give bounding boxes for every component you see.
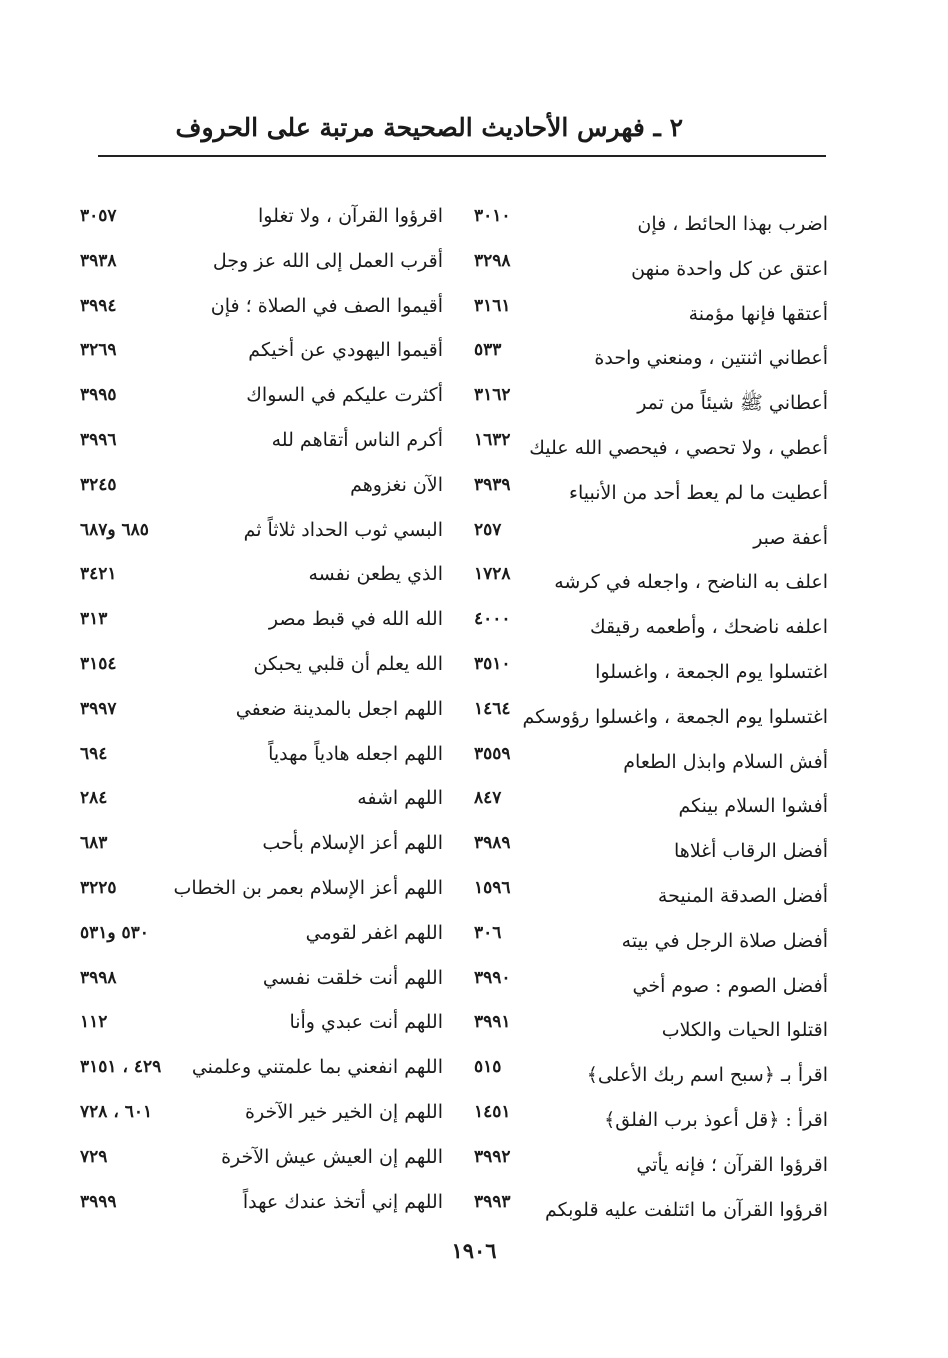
hadith-number-left: ٣٩٣٨ (80, 250, 117, 271)
hadith-number-right: ٣٢٩٨ (474, 250, 511, 271)
hadith-number-right: ١٤٥١ (474, 1102, 511, 1122)
hadith-text-left: اقرؤوا القرآن ، ولا تغلوا (257, 205, 443, 227)
hadith-number-left: ٧٢٩ (80, 1146, 108, 1167)
hadith-number-left: ٣٩٩٤ (80, 295, 117, 316)
hadith-text-left: الآن نغزوهم (350, 473, 443, 496)
index-row (0, 472, 948, 516)
hadith-number-left: ٦٨٥ و٦٨٧ (80, 519, 149, 540)
hadith-number-left: ٣٢٦٩ (80, 340, 117, 361)
hadith-number-left: ٣٢٤٥ (80, 474, 117, 495)
hadith-text-left: اللهم إن الخير خير الآخرة (245, 1101, 443, 1123)
hadith-number-right: ٥٣٣ (474, 340, 502, 361)
hadith-text-right: اقرأ : ﴿قل أعوذ برب الفلق﴾ (604, 1109, 828, 1131)
hadith-text-left: اللهم اشفه (357, 787, 443, 810)
hadith-text-left: الذي يطعن نفسه (308, 563, 443, 586)
page-title: ٢ ـ فهرس الأحاديث الصحيحة مرتبة على الحروف (175, 113, 683, 142)
hadith-text-right: اقرأ بـ ﴿سبح اسم ربك الأعلى﴾ (586, 1064, 828, 1087)
hadith-text-left: أكرم الناس أتقاهم لله (271, 429, 443, 451)
hadith-text-right: اغتسلوا يوم الجمعة ، واغسلوا رؤوسكم (522, 705, 828, 728)
index-row (0, 606, 948, 650)
index-row (0, 830, 948, 874)
hadith-number-right: ٣٩٣٩ (474, 474, 511, 495)
index-row (0, 1009, 948, 1053)
index-row (0, 517, 948, 561)
hadith-text-left: أكثرت عليكم في السواك (246, 384, 443, 407)
hadith-number-right: ٤٠٠٠ (474, 609, 511, 630)
hadith-text-right: اضرب بهذا الحائط ، فإن (637, 213, 828, 235)
hadith-text-right: أفضل صلاة الرجل في بيته (621, 929, 828, 952)
hadith-text-right: أفضل الصوم : صوم أخي (632, 974, 828, 997)
hadith-text-left: اللهم أنت خلقت نفسي (262, 966, 443, 989)
hadith-number-right: ٣١٦١ (474, 295, 511, 316)
hadith-number-left: ٦٠١ ، ٧٢٨ (80, 1102, 153, 1122)
hadith-number-right: ٣٥٥٩ (474, 743, 511, 764)
hadith-number-left: ٣٩٩٧ (80, 698, 117, 719)
index-row (0, 1054, 948, 1098)
hadith-text-left: أقرب العمل إلى الله عز وجل (212, 249, 443, 272)
hadith-text-left: الله يعلم أن قلبي يحبكن (253, 653, 443, 675)
hadith-text-left: الله الله في قبط مصر (268, 608, 443, 631)
hadith-number-left: ٢٨٤ (80, 788, 108, 809)
hadith-number-right: ١٤٦٤ (474, 698, 511, 719)
hadith-number-left: ١١٢ (80, 1012, 108, 1033)
index-row (0, 785, 948, 829)
hadith-text-left: البسي ثوب الحداد ثلاثاً ثم (243, 518, 443, 541)
hadith-text-left: اللهم أنت عبدي وأنا (289, 1011, 443, 1034)
index-row (0, 741, 948, 785)
hadith-text-left: اللهم اجعله هادياً مهدياً (268, 742, 443, 765)
hadith-number-right: ٣١٦٢ (474, 385, 511, 406)
hadith-text-right: أعطاني اثنتين ، ومنعني واحدة (594, 347, 828, 370)
hadith-number-right: ٣٩٩٣ (474, 1191, 511, 1212)
hadith-text-right: اقتلوا الحيات والكلاب (661, 1019, 828, 1042)
index-row (0, 1144, 948, 1188)
hadith-text-right: أفضل الصدقة المنيحة (657, 885, 828, 907)
index-row (0, 293, 948, 337)
hadith-number-right: ١٥٩٦ (474, 878, 511, 898)
hadith-number-left: ٦٩٤ (80, 743, 108, 764)
hadith-number-right: ٣٠١٠ (474, 206, 511, 226)
hadith-number-left: ٣٠٥٧ (80, 206, 117, 226)
hadith-text-right: اعلف به الناضح ، واجعله في كرشه (554, 571, 828, 594)
index-row (0, 651, 948, 695)
hadith-text-right: اقرؤوا القرآن ما ائتلفت عليه قلوبكم (544, 1198, 828, 1221)
index-row (0, 382, 948, 426)
hadith-number-right: ١٧٢٨ (474, 564, 511, 585)
hadith-text-left: اللهم اجعل بالمدينة ضعفي (235, 697, 443, 720)
hadith-number-right: ٣٥١٠ (474, 654, 511, 674)
hadith-number-left: ٣٩٩٥ (80, 385, 117, 406)
hadith-number-right: ٥١٥ (474, 1057, 502, 1078)
hadith-number-left: ٣١٣ (80, 609, 108, 630)
hadith-text-right: اقرؤوا القرآن ؛ فإنه يأتي (636, 1153, 828, 1176)
index-row (0, 1189, 948, 1233)
hadith-number-left: ٤٢٩ ، ٣١٥١ (80, 1057, 162, 1078)
hadith-number-right: ٣٩٩٠ (474, 967, 511, 988)
hadith-text-left: اللهم انفعني بما علمتني وعلمني (191, 1056, 443, 1079)
index-row (0, 696, 948, 740)
hadith-number-left: ٦٨٣ (80, 833, 108, 854)
index-row (0, 248, 948, 292)
hadith-number-right: ٣٩٨٩ (474, 833, 511, 854)
hadith-number-left: ٣٢٢٥ (80, 878, 117, 898)
hadith-text-right: أعفة صبر (753, 526, 828, 549)
index-row (0, 920, 948, 964)
hadith-text-left: اللهم أعز الإسلام بعمر بن الخطاب (173, 877, 443, 899)
hadith-text-right: اغتسلوا يوم الجمعة ، واغسلوا (595, 661, 828, 683)
hadith-number-left: ٣٩٩٩ (80, 1191, 117, 1212)
hadith-text-right: اعتق عن كل واحدة منهن (631, 257, 828, 280)
hadith-text-right: أعطاني ﷺ شيئاً من تمر (637, 392, 828, 415)
hadith-number-left: ٣٩٩٨ (80, 967, 117, 988)
hadith-text-left: أقيموا الصف في الصلاة ؛ فإن (210, 294, 443, 317)
hadith-text-right: أفش السلام وابذل الطعام (623, 750, 828, 773)
hadith-number-left: ٥٣٠ و٥٣١ (80, 922, 149, 943)
index-row (0, 203, 948, 247)
index-row (0, 965, 948, 1009)
hadith-text-left: اللهم أعز الإسلام بأحب (262, 832, 443, 855)
hadith-text-left: اللهم إن العيش عيش الآخرة (221, 1145, 443, 1168)
hadith-number-right: ٢٥٧ (474, 519, 502, 540)
hadith-number-left: ٣١٥٤ (80, 654, 117, 674)
hadith-number-right: ٣٩٩١ (474, 1012, 511, 1033)
hadith-text-left: اللهم إني أتخذ عندك عهداً (242, 1190, 443, 1213)
index-row (0, 427, 948, 471)
hadith-text-right: أفشوا السلام بينكم (678, 795, 828, 818)
page-number: ١٩٠٦ (451, 1238, 497, 1263)
hadith-number-right: ٣٠٦ (474, 922, 502, 943)
hadith-text-left: اللهم اغفر لقومي (305, 921, 443, 944)
index-row (0, 561, 948, 605)
hadith-number-right: ١٦٣٢ (474, 430, 511, 450)
hadith-text-right: أعتقها فإنها مؤمنة (688, 302, 828, 325)
hadith-number-left: ٣٩٩٦ (80, 430, 117, 450)
hadith-number-left: ٣٤٢١ (80, 564, 117, 585)
index-row (0, 1099, 948, 1143)
hadith-text-right: أفضل الرقاب أغلاها (674, 840, 828, 863)
hadith-number-right: ٨٤٧ (474, 788, 502, 809)
hadith-text-right: أعطيت ما لم يعط أحد من الأنبياء (569, 481, 828, 504)
hadith-number-right: ٣٩٩٢ (474, 1146, 511, 1167)
index-row (0, 875, 948, 919)
hadith-text-right: اعلفه ناضحك ، وأطعمه رقيقك (589, 616, 828, 639)
index-row (0, 337, 948, 381)
hadith-text-left: أقيموا اليهودي عن أخيكم (248, 339, 443, 362)
hadith-text-right: أعطي ، ولا تحصي ، فيحصي الله عليك (529, 437, 828, 459)
